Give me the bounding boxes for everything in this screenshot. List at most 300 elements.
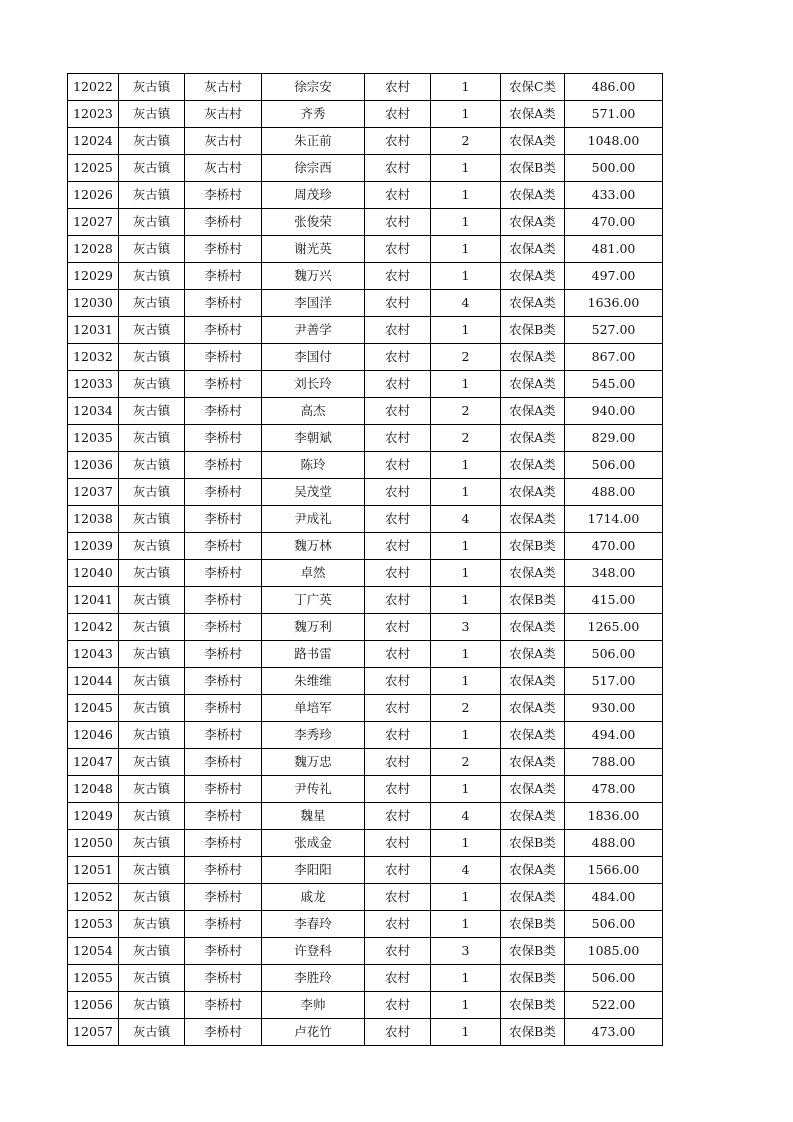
amount-cell: 484.00 <box>565 884 663 911</box>
amount-cell: 930.00 <box>565 695 663 722</box>
household-count-cell: 2 <box>431 425 501 452</box>
town-cell: 灰古镇 <box>119 938 185 965</box>
village-cell: 李桥村 <box>185 695 262 722</box>
town-cell: 灰古镇 <box>119 641 185 668</box>
town-cell: 灰古镇 <box>119 371 185 398</box>
household-count-cell: 1 <box>431 830 501 857</box>
household-count-cell: 2 <box>431 344 501 371</box>
insurance-category-cell: 农保A类 <box>501 263 565 290</box>
household-count-cell: 1 <box>431 182 501 209</box>
name-cell: 李帅 <box>262 992 365 1019</box>
village-cell: 李桥村 <box>185 533 262 560</box>
record-id-cell: 12042 <box>68 614 119 641</box>
name-cell: 李胜玲 <box>262 965 365 992</box>
town-cell: 灰古镇 <box>119 560 185 587</box>
amount-cell: 517.00 <box>565 668 663 695</box>
area-type-cell: 农村 <box>365 398 431 425</box>
record-id-cell: 12037 <box>68 479 119 506</box>
household-count-cell: 1 <box>431 776 501 803</box>
record-id-cell: 12022 <box>68 74 119 101</box>
table-row <box>68 992 663 1019</box>
area-type-cell: 农村 <box>365 749 431 776</box>
table-row <box>68 695 663 722</box>
amount-cell: 470.00 <box>565 209 663 236</box>
household-count-cell: 1 <box>431 992 501 1019</box>
amount-cell: 1836.00 <box>565 803 663 830</box>
name-cell: 魏万忠 <box>262 749 365 776</box>
area-type-cell: 农村 <box>365 776 431 803</box>
insurance-category-cell: 农保A类 <box>501 560 565 587</box>
table-row <box>68 857 663 884</box>
household-count-cell: 1 <box>431 209 501 236</box>
insurance-category-cell: 农保A类 <box>501 803 565 830</box>
insurance-category-cell: 农保B类 <box>501 965 565 992</box>
area-type-cell: 农村 <box>365 668 431 695</box>
data-table <box>67 73 663 1046</box>
area-type-cell: 农村 <box>365 101 431 128</box>
household-count-cell: 3 <box>431 614 501 641</box>
amount-cell: 1085.00 <box>565 938 663 965</box>
amount-cell: 433.00 <box>565 182 663 209</box>
town-cell: 灰古镇 <box>119 668 185 695</box>
village-cell: 李桥村 <box>185 749 262 776</box>
village-cell: 李桥村 <box>185 668 262 695</box>
area-type-cell: 农村 <box>365 182 431 209</box>
amount-cell: 473.00 <box>565 1019 663 1046</box>
area-type-cell: 农村 <box>365 317 431 344</box>
household-count-cell: 1 <box>431 236 501 263</box>
village-cell: 李桥村 <box>185 884 262 911</box>
area-type-cell: 农村 <box>365 965 431 992</box>
area-type-cell: 农村 <box>365 263 431 290</box>
area-type-cell: 农村 <box>365 992 431 1019</box>
household-count-cell: 1 <box>431 668 501 695</box>
area-type-cell: 农村 <box>365 209 431 236</box>
town-cell: 灰古镇 <box>119 182 185 209</box>
town-cell: 灰古镇 <box>119 587 185 614</box>
name-cell: 尹传礼 <box>262 776 365 803</box>
record-id-cell: 12052 <box>68 884 119 911</box>
household-count-cell: 1 <box>431 1019 501 1046</box>
amount-cell: 506.00 <box>565 641 663 668</box>
amount-cell: 488.00 <box>565 479 663 506</box>
village-cell: 李桥村 <box>185 803 262 830</box>
town-cell: 灰古镇 <box>119 74 185 101</box>
record-id-cell: 12031 <box>68 317 119 344</box>
name-cell: 谢光英 <box>262 236 365 263</box>
record-id-cell: 12050 <box>68 830 119 857</box>
table-row <box>68 425 663 452</box>
record-id-cell: 12025 <box>68 155 119 182</box>
town-cell: 灰古镇 <box>119 101 185 128</box>
town-cell: 灰古镇 <box>119 128 185 155</box>
insurance-category-cell: 农保A类 <box>501 398 565 425</box>
household-count-cell: 1 <box>431 587 501 614</box>
name-cell: 陈玲 <box>262 452 365 479</box>
town-cell: 灰古镇 <box>119 425 185 452</box>
name-cell: 李国付 <box>262 344 365 371</box>
area-type-cell: 农村 <box>365 884 431 911</box>
amount-cell: 478.00 <box>565 776 663 803</box>
record-id-cell: 12046 <box>68 722 119 749</box>
table-row <box>68 317 663 344</box>
village-cell: 灰古村 <box>185 101 262 128</box>
village-cell: 李桥村 <box>185 614 262 641</box>
area-type-cell: 农村 <box>365 695 431 722</box>
household-count-cell: 1 <box>431 911 501 938</box>
record-id-cell: 12053 <box>68 911 119 938</box>
household-count-cell: 4 <box>431 290 501 317</box>
town-cell: 灰古镇 <box>119 452 185 479</box>
insurance-category-cell: 农保B类 <box>501 938 565 965</box>
household-count-cell: 1 <box>431 965 501 992</box>
village-cell: 李桥村 <box>185 560 262 587</box>
name-cell: 吴茂堂 <box>262 479 365 506</box>
table-row <box>68 101 663 128</box>
amount-cell: 415.00 <box>565 587 663 614</box>
town-cell: 灰古镇 <box>119 911 185 938</box>
amount-cell: 527.00 <box>565 317 663 344</box>
area-type-cell: 农村 <box>365 803 431 830</box>
village-cell: 李桥村 <box>185 641 262 668</box>
insurance-category-cell: 农保A类 <box>501 506 565 533</box>
area-type-cell: 农村 <box>365 74 431 101</box>
record-id-cell: 12043 <box>68 641 119 668</box>
insurance-category-cell: 农保B类 <box>501 911 565 938</box>
household-count-cell: 2 <box>431 398 501 425</box>
record-id-cell: 12051 <box>68 857 119 884</box>
record-id-cell: 12036 <box>68 452 119 479</box>
village-cell: 灰古村 <box>185 74 262 101</box>
area-type-cell: 农村 <box>365 236 431 263</box>
name-cell: 魏万兴 <box>262 263 365 290</box>
village-cell: 李桥村 <box>185 776 262 803</box>
area-type-cell: 农村 <box>365 533 431 560</box>
table-row <box>68 776 663 803</box>
village-cell: 李桥村 <box>185 506 262 533</box>
household-count-cell: 4 <box>431 857 501 884</box>
table-row <box>68 128 663 155</box>
record-id-cell: 12041 <box>68 587 119 614</box>
amount-cell: 500.00 <box>565 155 663 182</box>
insurance-category-cell: 农保A类 <box>501 209 565 236</box>
amount-cell: 348.00 <box>565 560 663 587</box>
name-cell: 周茂珍 <box>262 182 365 209</box>
area-type-cell: 农村 <box>365 506 431 533</box>
household-count-cell: 2 <box>431 749 501 776</box>
table-row <box>68 641 663 668</box>
table-row <box>68 884 663 911</box>
record-id-cell: 12044 <box>68 668 119 695</box>
household-count-cell: 1 <box>431 155 501 182</box>
insurance-category-cell: 农保A类 <box>501 479 565 506</box>
town-cell: 灰古镇 <box>119 344 185 371</box>
village-cell: 李桥村 <box>185 1019 262 1046</box>
table-row <box>68 371 663 398</box>
table-row <box>68 830 663 857</box>
insurance-category-cell: 农保B类 <box>501 155 565 182</box>
name-cell: 单培军 <box>262 695 365 722</box>
table-body <box>68 74 663 1046</box>
area-type-cell: 农村 <box>365 371 431 398</box>
village-cell: 李桥村 <box>185 344 262 371</box>
amount-cell: 788.00 <box>565 749 663 776</box>
village-cell: 李桥村 <box>185 479 262 506</box>
town-cell: 灰古镇 <box>119 317 185 344</box>
record-id-cell: 12045 <box>68 695 119 722</box>
record-id-cell: 12028 <box>68 236 119 263</box>
village-cell: 李桥村 <box>185 452 262 479</box>
table-row <box>68 155 663 182</box>
name-cell: 卢花竹 <box>262 1019 365 1046</box>
amount-cell: 545.00 <box>565 371 663 398</box>
name-cell: 路书雷 <box>262 641 365 668</box>
town-cell: 灰古镇 <box>119 749 185 776</box>
record-id-cell: 12030 <box>68 290 119 317</box>
town-cell: 灰古镇 <box>119 479 185 506</box>
name-cell: 李春玲 <box>262 911 365 938</box>
name-cell: 徐宗安 <box>262 74 365 101</box>
name-cell: 高杰 <box>262 398 365 425</box>
village-cell: 李桥村 <box>185 722 262 749</box>
village-cell: 灰古村 <box>185 155 262 182</box>
amount-cell: 488.00 <box>565 830 663 857</box>
area-type-cell: 农村 <box>365 1019 431 1046</box>
town-cell: 灰古镇 <box>119 398 185 425</box>
town-cell: 灰古镇 <box>119 533 185 560</box>
insurance-category-cell: 农保A类 <box>501 236 565 263</box>
household-count-cell: 2 <box>431 695 501 722</box>
table-row <box>68 587 663 614</box>
record-id-cell: 12055 <box>68 965 119 992</box>
household-count-cell: 1 <box>431 533 501 560</box>
table-row <box>68 1019 663 1046</box>
village-cell: 李桥村 <box>185 371 262 398</box>
insurance-category-cell: 农保A类 <box>501 614 565 641</box>
name-cell: 尹成礼 <box>262 506 365 533</box>
area-type-cell: 农村 <box>365 560 431 587</box>
town-cell: 灰古镇 <box>119 290 185 317</box>
table-row <box>68 479 663 506</box>
name-cell: 徐宗西 <box>262 155 365 182</box>
amount-cell: 486.00 <box>565 74 663 101</box>
town-cell: 灰古镇 <box>119 1019 185 1046</box>
name-cell: 李国洋 <box>262 290 365 317</box>
insurance-category-cell: 农保A类 <box>501 857 565 884</box>
name-cell: 丁广英 <box>262 587 365 614</box>
amount-cell: 1566.00 <box>565 857 663 884</box>
town-cell: 灰古镇 <box>119 803 185 830</box>
area-type-cell: 农村 <box>365 938 431 965</box>
name-cell: 卓然 <box>262 560 365 587</box>
household-count-cell: 1 <box>431 371 501 398</box>
town-cell: 灰古镇 <box>119 776 185 803</box>
table-row <box>68 398 663 425</box>
insurance-category-cell: 农保B类 <box>501 317 565 344</box>
record-id-cell: 12038 <box>68 506 119 533</box>
amount-cell: 506.00 <box>565 965 663 992</box>
household-count-cell: 1 <box>431 479 501 506</box>
insurance-category-cell: 农保A类 <box>501 344 565 371</box>
area-type-cell: 农村 <box>365 830 431 857</box>
record-id-cell: 12029 <box>68 263 119 290</box>
table-row <box>68 506 663 533</box>
area-type-cell: 农村 <box>365 641 431 668</box>
record-id-cell: 12035 <box>68 425 119 452</box>
amount-cell: 571.00 <box>565 101 663 128</box>
insurance-category-cell: 农保B类 <box>501 1019 565 1046</box>
table-row <box>68 803 663 830</box>
table-row <box>68 911 663 938</box>
area-type-cell: 农村 <box>365 722 431 749</box>
household-count-cell: 4 <box>431 506 501 533</box>
village-cell: 李桥村 <box>185 857 262 884</box>
village-cell: 李桥村 <box>185 992 262 1019</box>
amount-cell: 481.00 <box>565 236 663 263</box>
insurance-category-cell: 农保A类 <box>501 722 565 749</box>
village-cell: 李桥村 <box>185 263 262 290</box>
record-id-cell: 12033 <box>68 371 119 398</box>
insurance-category-cell: 农保B类 <box>501 587 565 614</box>
household-count-cell: 1 <box>431 452 501 479</box>
insurance-category-cell: 农保A类 <box>501 101 565 128</box>
amount-cell: 1714.00 <box>565 506 663 533</box>
record-id-cell: 12054 <box>68 938 119 965</box>
name-cell: 戚龙 <box>262 884 365 911</box>
town-cell: 灰古镇 <box>119 236 185 263</box>
record-id-cell: 12023 <box>68 101 119 128</box>
table-row <box>68 74 663 101</box>
insurance-category-cell: 农保B类 <box>501 533 565 560</box>
table-row <box>68 965 663 992</box>
insurance-category-cell: 农保B类 <box>501 992 565 1019</box>
village-cell: 李桥村 <box>185 209 262 236</box>
amount-cell: 497.00 <box>565 263 663 290</box>
village-cell: 灰古村 <box>185 128 262 155</box>
amount-cell: 506.00 <box>565 911 663 938</box>
table-row <box>68 344 663 371</box>
village-cell: 李桥村 <box>185 290 262 317</box>
name-cell: 朱正前 <box>262 128 365 155</box>
name-cell: 齐秀 <box>262 101 365 128</box>
record-id-cell: 12040 <box>68 560 119 587</box>
name-cell: 李阳阳 <box>262 857 365 884</box>
insurance-category-cell: 农保A类 <box>501 182 565 209</box>
record-id-cell: 12057 <box>68 1019 119 1046</box>
name-cell: 刘长玲 <box>262 371 365 398</box>
table-row <box>68 533 663 560</box>
town-cell: 灰古镇 <box>119 830 185 857</box>
amount-cell: 494.00 <box>565 722 663 749</box>
household-count-cell: 1 <box>431 101 501 128</box>
village-cell: 李桥村 <box>185 830 262 857</box>
household-count-cell: 1 <box>431 722 501 749</box>
village-cell: 李桥村 <box>185 317 262 344</box>
town-cell: 灰古镇 <box>119 506 185 533</box>
town-cell: 灰古镇 <box>119 209 185 236</box>
village-cell: 李桥村 <box>185 398 262 425</box>
amount-cell: 470.00 <box>565 533 663 560</box>
amount-cell: 1265.00 <box>565 614 663 641</box>
record-id-cell: 12026 <box>68 182 119 209</box>
name-cell: 张俊荣 <box>262 209 365 236</box>
household-count-cell: 1 <box>431 74 501 101</box>
record-id-cell: 12027 <box>68 209 119 236</box>
record-id-cell: 12034 <box>68 398 119 425</box>
table-row <box>68 263 663 290</box>
name-cell: 李朝斌 <box>262 425 365 452</box>
household-count-cell: 1 <box>431 263 501 290</box>
town-cell: 灰古镇 <box>119 965 185 992</box>
table-row <box>68 290 663 317</box>
insurance-category-cell: 农保A类 <box>501 128 565 155</box>
insurance-category-cell: 农保C类 <box>501 74 565 101</box>
insurance-category-cell: 农保A类 <box>501 695 565 722</box>
table-row <box>68 668 663 695</box>
amount-cell: 1048.00 <box>565 128 663 155</box>
insurance-category-cell: 农保A类 <box>501 290 565 317</box>
area-type-cell: 农村 <box>365 452 431 479</box>
insurance-category-cell: 农保B类 <box>501 830 565 857</box>
insurance-category-cell: 农保A类 <box>501 425 565 452</box>
table-row <box>68 749 663 776</box>
village-cell: 李桥村 <box>185 965 262 992</box>
table-row <box>68 560 663 587</box>
table-row <box>68 209 663 236</box>
insurance-category-cell: 农保A类 <box>501 371 565 398</box>
town-cell: 灰古镇 <box>119 695 185 722</box>
area-type-cell: 农村 <box>365 128 431 155</box>
area-type-cell: 农村 <box>365 911 431 938</box>
name-cell: 许登科 <box>262 938 365 965</box>
table-row <box>68 938 663 965</box>
household-count-cell: 4 <box>431 803 501 830</box>
insurance-category-cell: 农保A类 <box>501 668 565 695</box>
name-cell: 魏万林 <box>262 533 365 560</box>
record-id-cell: 12039 <box>68 533 119 560</box>
insurance-category-cell: 农保A类 <box>501 452 565 479</box>
insurance-category-cell: 农保A类 <box>501 884 565 911</box>
table-row <box>68 236 663 263</box>
amount-cell: 506.00 <box>565 452 663 479</box>
record-id-cell: 12032 <box>68 344 119 371</box>
area-type-cell: 农村 <box>365 290 431 317</box>
town-cell: 灰古镇 <box>119 884 185 911</box>
household-count-cell: 1 <box>431 884 501 911</box>
insurance-category-cell: 农保A类 <box>501 641 565 668</box>
table-row <box>68 452 663 479</box>
area-type-cell: 农村 <box>365 155 431 182</box>
town-cell: 灰古镇 <box>119 614 185 641</box>
town-cell: 灰古镇 <box>119 155 185 182</box>
name-cell: 魏星 <box>262 803 365 830</box>
town-cell: 灰古镇 <box>119 992 185 1019</box>
name-cell: 李秀珍 <box>262 722 365 749</box>
table-row <box>68 182 663 209</box>
household-count-cell: 1 <box>431 641 501 668</box>
household-count-cell: 1 <box>431 317 501 344</box>
amount-cell: 867.00 <box>565 344 663 371</box>
table-row <box>68 722 663 749</box>
record-id-cell: 12047 <box>68 749 119 776</box>
amount-cell: 1636.00 <box>565 290 663 317</box>
name-cell: 朱维维 <box>262 668 365 695</box>
village-cell: 李桥村 <box>185 182 262 209</box>
area-type-cell: 农村 <box>365 425 431 452</box>
record-id-cell: 12048 <box>68 776 119 803</box>
area-type-cell: 农村 <box>365 479 431 506</box>
name-cell: 张成金 <box>262 830 365 857</box>
